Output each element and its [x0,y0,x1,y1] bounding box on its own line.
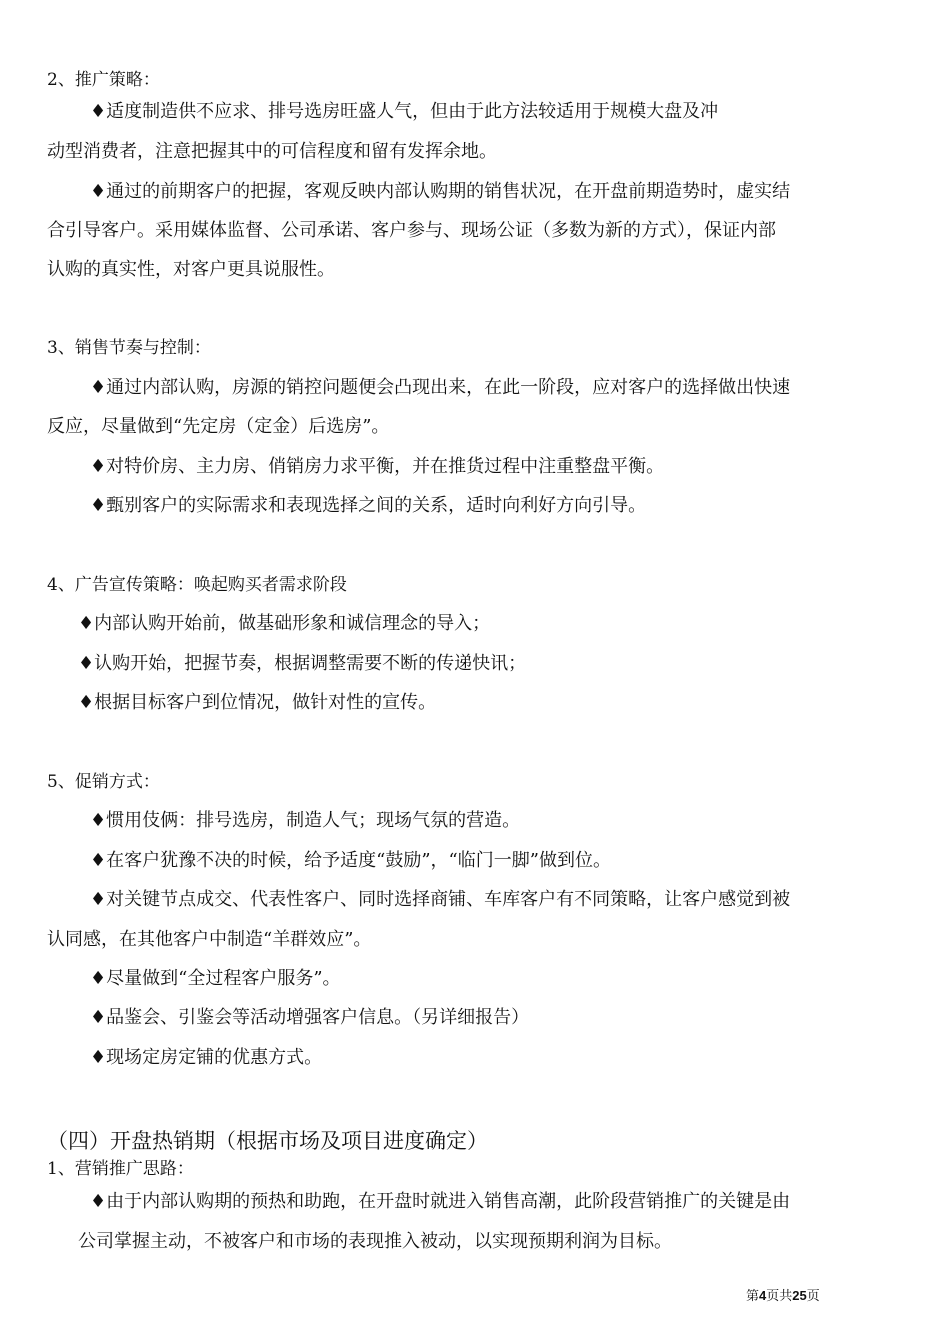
paragraph-line: 合引导客户。采用媒体监督、公司承诺、客户参与、现场公证（多数为新的方式），保证内部 [47,220,776,241]
paragraph-line: 认购的真实性，对客户更具说服性。 [47,259,335,280]
paragraph-line: ♦适度制造供不应求、排号选房旺盛人气，但由于此方法较适用于规模大盘及冲 [90,101,719,122]
paragraph-line: ♦根据目标客户到位情况，做针对性的宣传。 [78,692,437,713]
paragraph-line: ♦内部认购开始前，做基础形象和诚信理念的导入； [78,613,491,634]
footer-prefix: 第 [746,1288,760,1303]
part-4-title: （四）开盘热销期（根据市场及项目进度确定） [47,1129,488,1153]
paragraph-line: ♦惯用伎俩：排号选房，制造人气；现场气氛的营造。 [90,810,521,831]
section-3-heading: 3、销售节奏与控制： [47,338,211,358]
paragraph-line: 认同感，在其他客户中制造“羊群效应”。 [47,929,372,950]
total-pages: 25 [792,1288,807,1303]
paragraph-line: ♦认购开始，把握节奏，根据调整需要不断的传递快讯； [78,653,527,674]
paragraph-line: ♦品鉴会、引鉴会等活动增强客户信息。（另详细报告） [90,1007,530,1028]
section-5-heading: 5、促销方式： [47,772,160,792]
paragraph-line: ♦现场定房定铺的优惠方式。 [90,1047,323,1068]
paragraph-line: ♦对特价房、主力房、俏销房力求平衡，并在推货过程中注重整盘平衡。 [90,456,665,477]
paragraph-line: ♦通过内部认购，房源的销控问题便会凸现出来，在此一阶段，应对客户的选择做出快速 [90,377,791,398]
paragraph-line: ♦在客户犹豫不决的时候，给予适度“鼓励”，“临门一脚”做到位。 [90,850,611,871]
paragraph-line: ♦由于内部认购期的预热和助跑，在开盘时就进入销售高潮，此阶段营销推广的关键是由 [90,1191,791,1212]
paragraph-line: 公司掌握主动，不被客户和市场的表现推入被动，以实现预期利润为目标。 [78,1231,672,1252]
section-4-heading: 4、广告宣传策略：唤起购买者需求阶段 [47,575,347,595]
paragraph-line: ♦尽量做到“全过程客户服务”。 [90,968,341,989]
paragraph-line: ♦通过的前期客户的把握，客观反映内部认购期的销售状况，在开盘前期造势时，虚实结 [90,181,791,202]
page-number: 4 [759,1288,767,1303]
part-4-heading: 1、营销推广思路： [47,1159,194,1179]
footer-suffix: 页 [806,1288,820,1303]
paragraph-line: 动型消费者，注意把握其中的可信程度和留有发挥余地。 [47,141,497,162]
section-2-heading: 2、推广策略： [47,70,160,90]
paragraph-line: ♦对关键节点成交、代表性客户、同时选择商铺、车库客户有不同策略，让客户感觉到被 [90,889,791,910]
paragraph-line: ♦甄别客户的实际需求和表现选择之间的关系，适时向利好方向引导。 [90,495,647,516]
paragraph-line: 反应，尽量做到“先定房（定金）后选房”。 [47,416,390,437]
footer-middle: 页共 [766,1288,793,1303]
page-footer [746,1285,820,1304]
